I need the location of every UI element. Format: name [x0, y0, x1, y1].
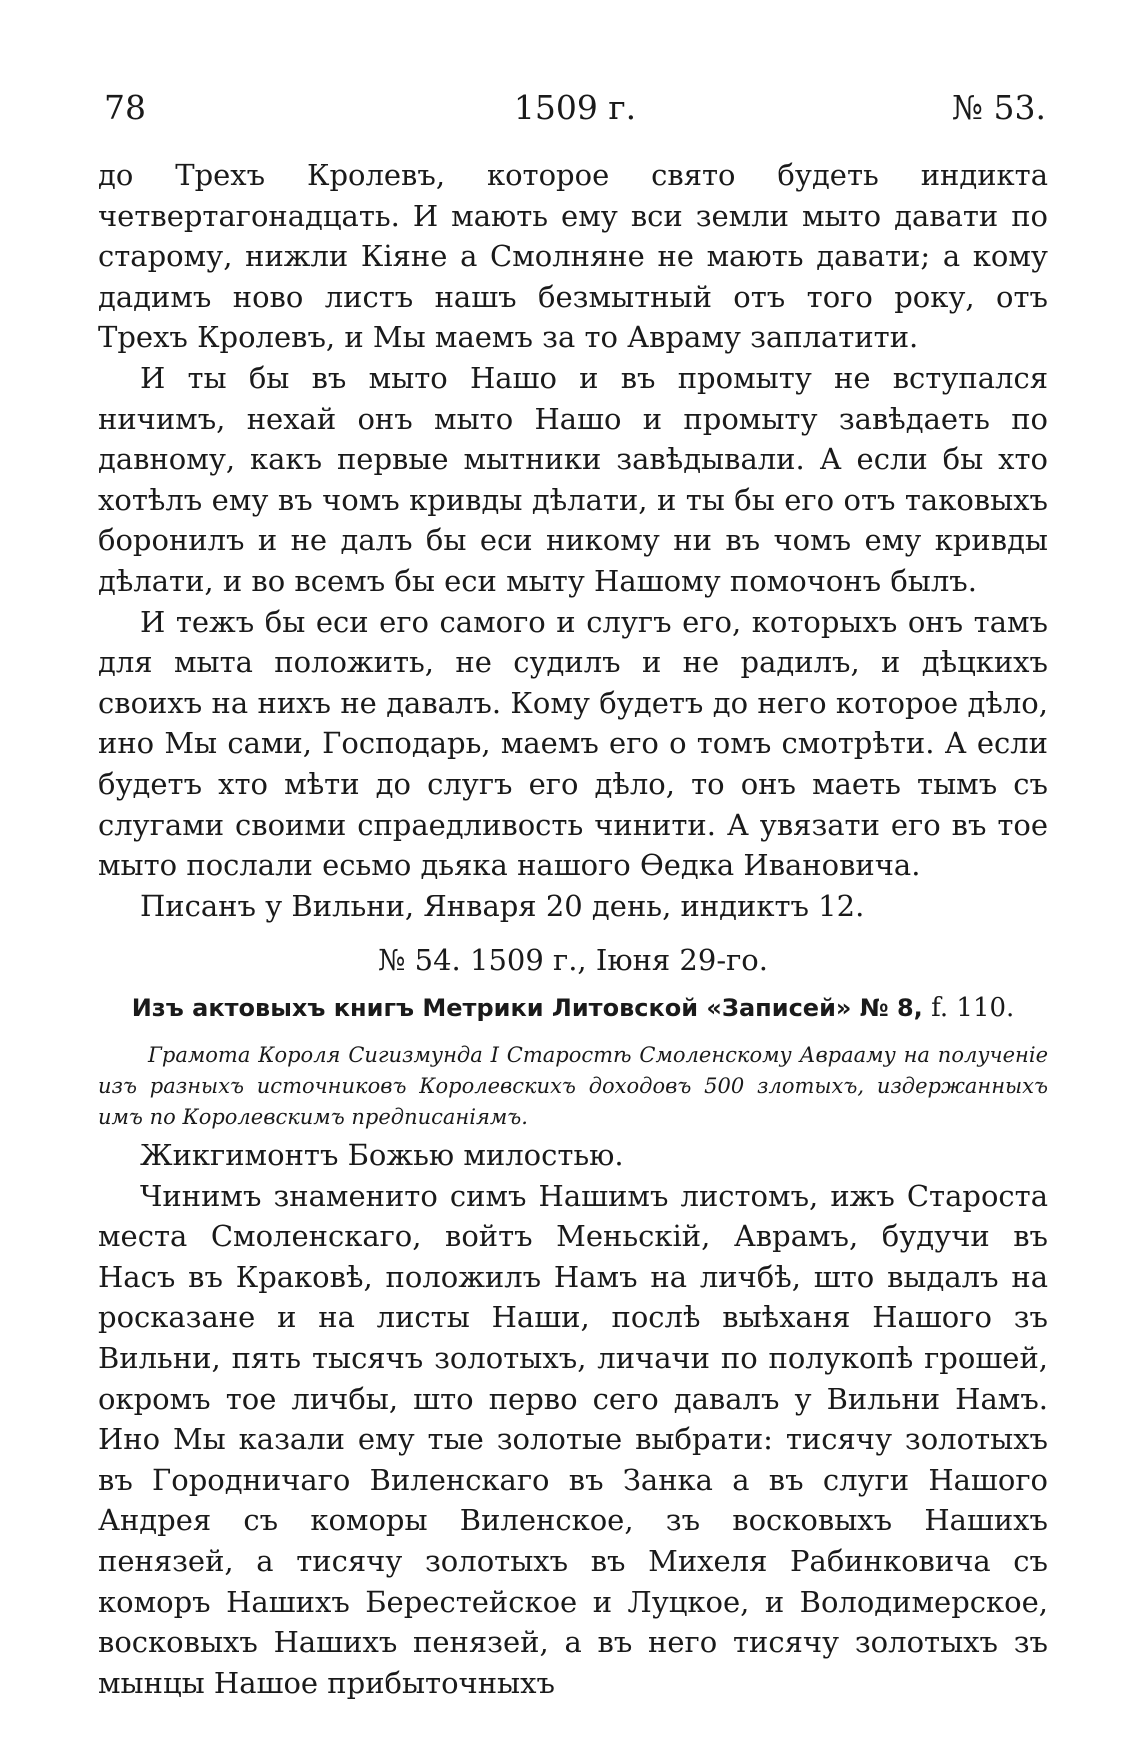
- salutation: Жикгимонтъ Божью милостью.: [140, 1138, 624, 1172]
- running-head-year: 1509 г.: [513, 88, 637, 127]
- paragraph: И тежъ бы еси его самого и слугъ его, которыхъ онъ тамъ для мыта положить, не судилъ и не радилъ, и дѣцкихъ своихъ на нихъ не давалъ. Кому будетъ до него которое дѣло, ино Мы сами, Господарь, маемъ его о томъ смотрѣти. А если будетъ хто мѣти до слугъ его дѣло, то онъ маеть тымъ съ слугами своими спраедливость чинити. А увязати его въ тое мыто послали есьмо дьяка нашого Ѳедка Ивановича.: [98, 604, 1048, 883]
- running-head-doc-number: № 53.: [951, 88, 1046, 127]
- dating-clause: Писанъ у Вильни, Января 20 день, индиктъ 12.: [140, 888, 865, 923]
- paragraph: до Трехъ Кролевъ, которое свято будеть индикта четвертагонадцать. И мають ему вси земли мыто давати по старому, нижли Кіяне а Смолняне не мають давати; а кому дадимъ ново листъ нашъ безмытный отъ того року, отъ Трехъ Кролевъ, и Мы маемъ за то Авраму заплатити.: [98, 158, 1048, 355]
- paragraph: И ты бы въ мыто Нашо и въ промыту не вступался ничимъ, нехай онъ мыто Нашо и промыту завѣдаеть по давному, какъ первые мытники завѣдывали. А если бы хто хотѣлъ ему въ чомъ кривды дѣлати, и ты бы его отъ таковыхъ боронилъ и не далъ бы еси никому ни въ чомъ ему кривды дѣлати, и во всемъ бы еси мыту Нашому помочонъ былъ.: [98, 360, 1048, 598]
- folio-number: f. 110.: [931, 993, 1015, 1023]
- paragraph: Чинимъ знаменито симъ Нашимъ листомъ, ижъ Староста места Смоленскаго, войтъ Меньскій, Аврамъ, будучи въ Насъ въ Краковѣ, положилъ Намъ на личбѣ, што выдалъ на росказане и на листы Наши, послѣ выѣханя Нашого зъ Вильни, пять тысячъ золотыхъ, личачи по полукопѣ грошей, окромъ тое личбы, што перво сего давалъ у Вильни Намъ. Ино Мы казали ему тые золотые выбрати: тисячу золотыхъ въ Городничаго Виленскаго въ Занка а въ слуги Нашого Андрея съ коморы Виленское, зъ восковыхъ Нашихъ пенязей, а тисячу золотыхъ въ Михеля Рабинковича съ коморъ Нашихъ Берестейское и Луцкое, и Володимерское, восковыхъ Нашихъ пенязей, а въ него тисячу золотыхъ зъ мынцы Нашое прибыточныхъ: [98, 1178, 1048, 1700]
- document-summary: Грамота Короля Сигизмунда I Старостѣ Смоленскому Аврааму на полученіе изъ разныхъ источниковъ Королевскихъ доходовъ 500 злотыхъ, издержанныхъ имъ по Королевскимъ предписаніямъ.: [98, 1043, 1048, 1129]
- source-text: Изъ актовыхъ книгъ Метрики Литовской «Записей» № 8,: [131, 994, 923, 1022]
- source-reference: [98, 990, 1048, 1026]
- document-54-text: [98, 1135, 1048, 1703]
- document-53-continuation: [98, 155, 1048, 926]
- document-54-heading: № 54. 1509 г., Іюня 29-го.: [378, 943, 768, 977]
- running-head: [104, 86, 1046, 130]
- page-number: 78: [104, 88, 146, 127]
